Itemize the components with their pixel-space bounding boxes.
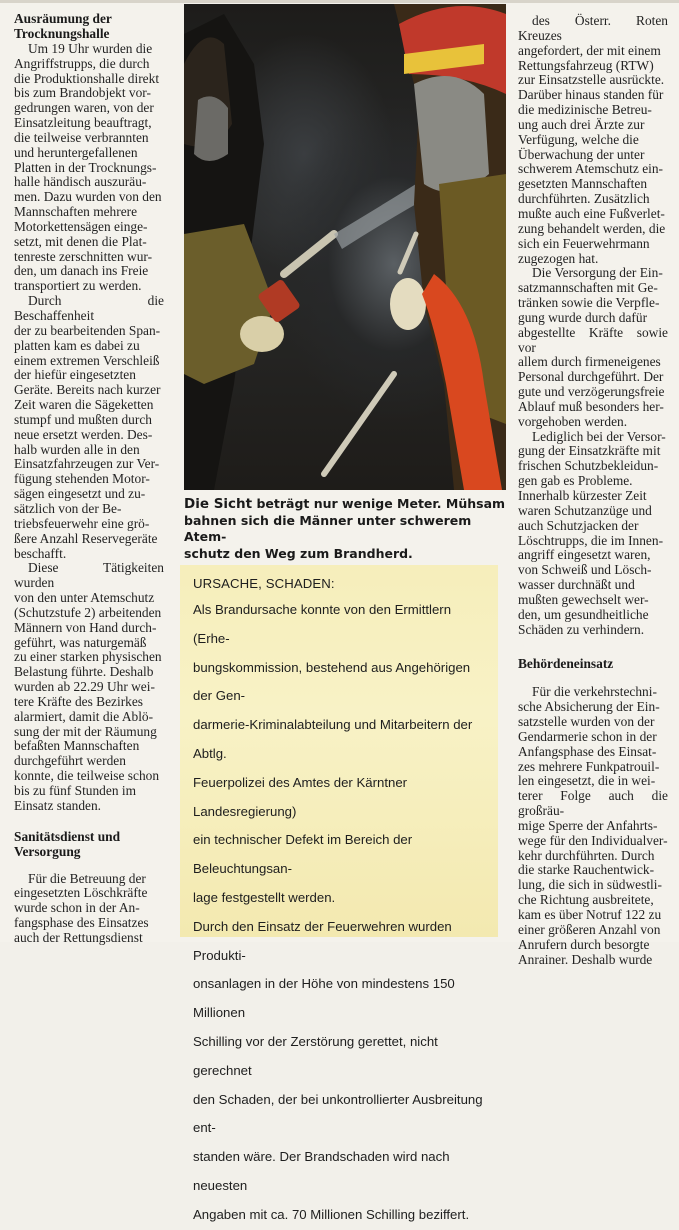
text-line: onsanlagen in der Höhe von mindestens 150 Millionen <box>193 976 455 1021</box>
text-line: die starke Rauchentwick- <box>518 862 655 878</box>
text-line: Durch den Einsatz der Feuerwehren wurden Produkti- <box>193 918 452 963</box>
text-line: waren Schutzanzüge und <box>518 502 652 518</box>
text-line: zugezogen hat. <box>518 250 599 266</box>
text-line: einem extremen Verschleiß <box>14 352 160 368</box>
heading-sanitaetsdienst: Sanitätsdienst und Versorgung <box>14 828 121 859</box>
text-line: Rettungsfahrzeug (RTW) <box>518 57 654 73</box>
text-line: eingesetzten Löschkräfte <box>14 885 148 901</box>
text-line: allem durch firmeneigenes <box>518 354 661 370</box>
text-line: standen wäre. Der Brandschaden wird nach neuesten <box>193 1149 450 1193</box>
text-line: schwerem Atemschutz ein- <box>518 161 664 177</box>
caption-lead: Die Sicht <box>184 496 253 512</box>
text-line: Anrufern durch besorgte <box>518 936 650 952</box>
text-line: Angaben mit ca. 70 Millionen Schilling beziffert. <box>193 1206 470 1222</box>
text-line: Angriffstrupps, die durch <box>14 55 150 71</box>
text-line: sche Absicherung der Ein- <box>518 699 660 715</box>
text-line: konnte, die teilweise schon <box>14 768 160 784</box>
infobox-title: URSACHE, SCHADEN: <box>193 576 335 591</box>
text-line: satzmannschaften mit Ge- <box>518 280 658 296</box>
text-line: Lediglich bei der Versor- <box>532 428 666 444</box>
text-line: gung wurde durch dafür <box>518 309 648 325</box>
text-line: beschafft. <box>14 545 67 561</box>
text-line: die medizinische Betreu- <box>518 102 652 118</box>
text-line: fangsphase des Einsatzes <box>14 915 149 931</box>
text-line: sätzlich von der Be- <box>14 500 122 516</box>
text-line: zur Einsatzstelle ausrückte. <box>518 72 665 88</box>
photo-caption: Die Sicht beträgt nur wenige Meter. Mühsam bahnen sich die Männer unter schwerem Atem- schutz den Weg zum Brandherd. <box>184 496 506 561</box>
text-line: frischen Schutzbekleidun- <box>518 458 659 474</box>
left-jacket <box>184 224 274 384</box>
text-line: stumpf und mußten durch <box>14 411 152 427</box>
text-line: lage festgestellt werden. <box>193 889 336 905</box>
text-line: auch Schutzjacken der <box>518 517 639 533</box>
text-line: Darüber hinaus standen für <box>518 87 664 103</box>
text-line: Platten in der Trocknungs- <box>14 159 157 175</box>
firefighters-photo <box>184 4 506 490</box>
paragraph <box>14 42 164 294</box>
text-line: mige Sperre der Anfahrts- <box>518 817 658 833</box>
text-line: kam es über Notruf 122 zu <box>518 907 662 922</box>
text-line: lung, die sich in südwestli- <box>518 877 662 893</box>
right-paragraphs-1 <box>518 14 668 637</box>
infobox-paragraphs <box>193 596 488 1230</box>
paragraph <box>518 266 668 429</box>
paragraph <box>518 430 668 638</box>
text-line: Anrainer. Deshalb wurde <box>518 951 653 967</box>
left-paragraphs-2 <box>14 872 164 946</box>
text-line: ein technischer Defekt im Bereich der Beleuchtungsan- <box>193 832 413 877</box>
text-line: Einsatz standen. <box>14 797 102 813</box>
text-line: Um 19 Uhr wurden die <box>28 40 153 56</box>
text-line: zes mehrere Funkpatrouil- <box>518 758 660 774</box>
text-line: Durch die Beschaffenheit <box>14 293 164 323</box>
text-line: und heruntergefallenen <box>14 144 138 160</box>
text-line: gute und verzögerungsfreie <box>518 384 665 400</box>
text-line: len eingesetzt, die in wei- <box>518 773 656 789</box>
text-line: bungskommission, bestehend aus Angehörigen der Gen- <box>193 659 471 704</box>
text-line: Schäden zu verhindern. <box>518 621 645 637</box>
text-line: die teilweise verbrannten <box>14 129 149 145</box>
text-line: gen gab es Probleme. <box>518 473 633 489</box>
text-line: Überwachung der unter <box>518 146 645 162</box>
text-line: Geräte. Bereits nach kurzer <box>14 382 161 398</box>
text-line: geführt, was naturgemäß <box>14 634 147 650</box>
text-line: mußte auch eine Fußverlet- <box>518 205 665 221</box>
paragraph <box>14 561 164 813</box>
text-line: den Schaden, der bei unkontrollierter Ausbreitung ent- <box>193 1091 483 1136</box>
text-line: Für die verkehrstechni- <box>532 684 657 700</box>
left-column <box>14 12 164 946</box>
text-line: Diese Tätigkeiten wurden <box>14 560 164 591</box>
text-line: alarmiert, damit die Ablö- <box>14 708 154 724</box>
text-line: bis zum Brandobjekt vor- <box>14 85 151 101</box>
text-line: Mannschaften mehrere <box>14 204 138 220</box>
text-line: Löschtrupps, die im Innen- <box>518 532 664 548</box>
text-line: einer größeren Anzahl von <box>518 921 661 937</box>
text-line: durchgeführt werden <box>14 753 126 769</box>
left-paragraphs-1 <box>14 42 164 814</box>
paragraph <box>193 596 488 913</box>
text-line: Männern von Hand durch- <box>14 619 157 635</box>
text-line: der zu bearbeitenden Span- <box>14 322 161 338</box>
text-line: durchführten. Zusätzlich <box>518 191 650 207</box>
text-line: abgestellte Kräfte sowie vor <box>518 324 668 355</box>
text-line: Schilling vor der Zerstörung gerettet, nicht gerechnet <box>193 1033 438 1078</box>
text-line: satzstelle wurden von der <box>518 714 655 730</box>
text-line: des Österr. Roten Kreuzes <box>518 13 668 43</box>
text-line: sich ein Feuerwehrmann <box>518 235 650 251</box>
right-mask <box>414 76 489 192</box>
text-line: Ablauf muß besonders her- <box>518 398 664 414</box>
text-line: men. Dazu wurden von den <box>14 189 162 205</box>
text-line: von Schweiß und Lösch- <box>518 562 652 578</box>
text-line: Die Versorgung der Ein- <box>532 265 663 281</box>
text-line: terer Folge auch die großräu- <box>518 788 668 819</box>
cause-damage-box <box>180 565 498 1222</box>
text-line: tenreste zerschnitten wur- <box>14 248 153 264</box>
text-line: Anfangsphase des Einsat- <box>518 743 657 759</box>
text-line: Einsatzleitung beauftragt, <box>14 115 152 131</box>
text-line: halb wurden alle in den <box>14 441 140 457</box>
text-line: Innerhalb kürzester Zeit <box>518 488 647 503</box>
text-line: Personal durchgeführt. Der <box>518 369 664 385</box>
text-line: wurde schon in der An- <box>14 900 140 916</box>
text-line: zung behandelt werden, die <box>518 220 666 236</box>
text-line: Feuerpolizei des Amtes der Kärntner Landesregierung) <box>193 774 408 819</box>
text-line: sägen eingesetzt und zu- <box>14 486 146 502</box>
photo-illustration <box>184 4 506 490</box>
text-line: Für die Betreuung der <box>28 870 146 886</box>
right-column <box>518 13 668 967</box>
text-line: che Richtung ausbreitete, <box>518 892 654 908</box>
text-line: Verfügung, welche die <box>518 131 639 147</box>
text-line: gedrungen waren, von der <box>14 100 154 116</box>
heading-behoerdeneinsatz: Behördeneinsatz <box>518 656 614 672</box>
text-line: angefordert, der mit einem <box>518 42 661 58</box>
paragraph <box>14 872 164 946</box>
text-line: Zeit waren die Sägeketten <box>14 397 154 413</box>
text-line: (Schutzstufe 2) arbeitenden <box>14 604 162 620</box>
text-line: wurden ab 22.29 Uhr wei- <box>14 679 155 695</box>
text-line: auch der Rettungsdienst <box>14 929 143 945</box>
text-line: Belastung führte. Deshalb <box>14 664 154 680</box>
text-line: bis zu fünf Stunden im <box>14 783 136 798</box>
text-line: den, um danach ins Freie <box>14 263 149 279</box>
text-line: die Produktionshalle direkt <box>14 70 160 86</box>
text-line: fügung stehenden Motor- <box>14 471 150 487</box>
text-line: setzt, mit denen die Plat- <box>14 233 147 249</box>
left-mask <box>194 96 228 161</box>
text-line: platten kam es dabei zu <box>14 337 140 353</box>
text-line: den, um gesundheitliche <box>518 606 649 622</box>
text-line: zu einer starken physischen <box>14 649 162 665</box>
text-line: darmerie-Kriminalabteilung und Mitarbeitern der Abtlg. <box>193 717 473 761</box>
text-line: kehr durchführten. Durch <box>518 847 655 863</box>
text-line: Als Brandursache konnte von den Ermittlern (Erhe- <box>193 602 452 646</box>
text-line: angriff eingesetzt waren, <box>518 547 651 563</box>
text-line: gesetzten Mannschaften <box>518 176 648 192</box>
text-line: wasser durchnäßt und <box>518 577 635 593</box>
paragraph <box>14 294 164 561</box>
heading-ausraeumung: Ausräumung der Trocknungshalle <box>14 11 112 41</box>
right-glove <box>390 278 426 330</box>
text-line: vorgehoben werden. <box>518 413 628 429</box>
text-line: wege für den Individualver- <box>518 832 668 848</box>
text-line: mußten gewechselt wer- <box>518 591 649 607</box>
text-line: Einsatzfahrzeugen zur Ver- <box>14 456 160 472</box>
text-line: triebsfeuerwehr eine grö- <box>14 515 150 531</box>
paragraph <box>518 685 668 967</box>
text-line: Motorkettensägen einge- <box>14 218 148 234</box>
text-line: halle händisch auszuräu- <box>14 174 147 190</box>
text-line: Gendarmerie schon in der <box>518 728 657 744</box>
text-line: befaßten Mannschaften <box>14 738 140 754</box>
text-line: gung der Einsatzkräfte mit <box>518 443 661 459</box>
right-paragraphs-2 <box>518 685 668 967</box>
text-line: sung der mit der Räumung <box>14 723 157 739</box>
text-line: von den unter Atemschutz <box>14 590 155 606</box>
page-edge <box>0 0 679 3</box>
text-line: neue ersetzt werden. Des- <box>14 426 153 442</box>
text-line: der hiefür eingesetzten <box>14 367 136 383</box>
text-line: tränken sowie die Verpfle- <box>518 295 660 311</box>
paragraph <box>518 14 668 266</box>
paragraph <box>193 913 488 1230</box>
text-line: ung auch drei Ärzte zur <box>518 116 645 132</box>
text-line: tere Kräfte des Bezirkes <box>14 693 144 709</box>
text-line: transportiert zu werden. <box>14 278 142 294</box>
text-line: ßere Anzahl Reservegeräte <box>14 530 158 546</box>
